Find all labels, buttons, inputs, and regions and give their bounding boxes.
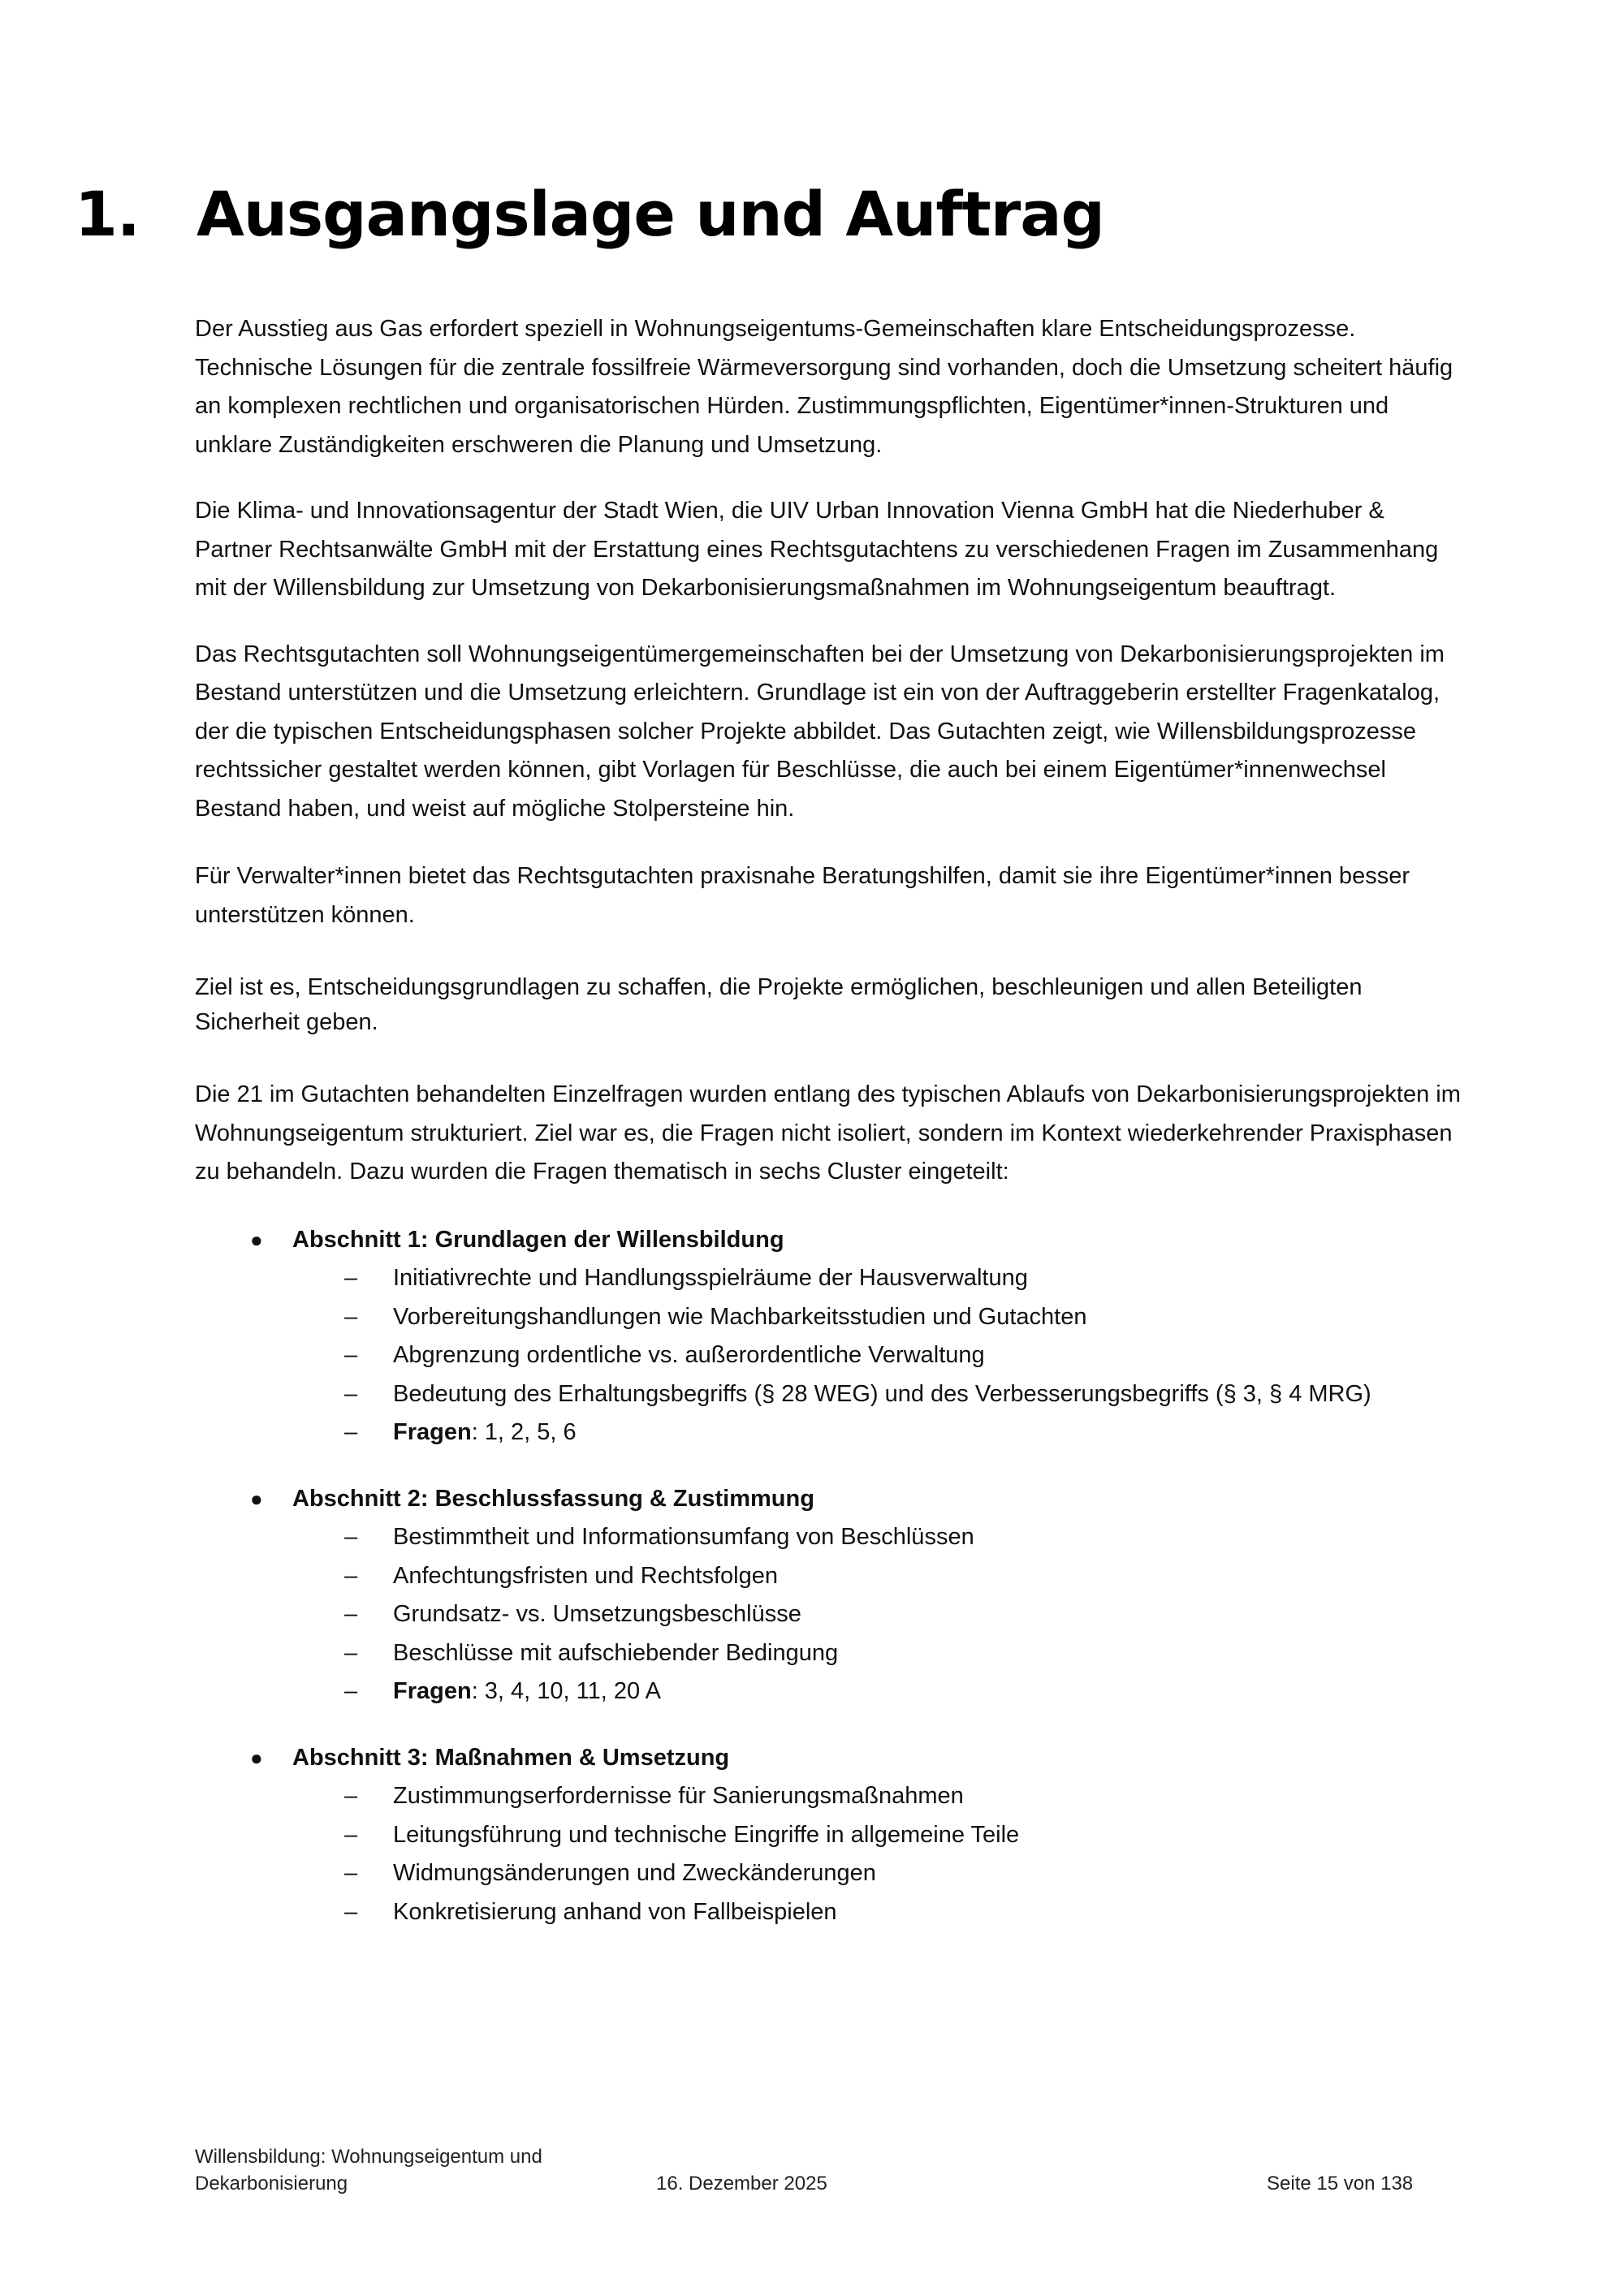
- fragen-label: Fragen: [393, 1678, 472, 1704]
- list-item: [195, 1518, 1462, 1557]
- fragen-value: : 1, 2, 5, 6: [471, 1419, 577, 1445]
- section-title: [193, 1480, 1462, 1519]
- list-item-text: Vorbereitungshandlungen wie Machbarkeitsstudien und Gutachten: [393, 1303, 1087, 1330]
- list-item-fragen: [195, 1413, 1462, 1452]
- paragraph-structure: Die 21 im Gutachten behandelten Einzelfragen wurden entlang des typischen Ablaufs von Dekarbonisierungsprojekten im Wohnungseigentum strukturiert. Ziel war es, die Fragen nicht isoliert, sondern im Kontext wiederkehrender Praxisphasen zu behandeln. Dazu wurden die Fragen thematisch in sechs Cluster eingeteilt:: [195, 1081, 1461, 1185]
- list-item-text: Zustimmungserfordernisse für Sanierungsmaßnahmen: [393, 1783, 964, 1809]
- list-item: [195, 1375, 1462, 1414]
- dash-icon: –: [344, 1303, 358, 1330]
- list-item: [195, 1634, 1462, 1673]
- list-item-text: Anfechtungsfristen und Rechtsfolgen: [393, 1562, 778, 1589]
- list-item: [195, 1595, 1462, 1634]
- list-item-text: Abgrenzung ordentliche vs. außerordentliche Verwaltung: [393, 1342, 985, 1368]
- list-item-text: Konkretisierung anhand von Fallbeispielen: [393, 1898, 837, 1925]
- section-list: [195, 1777, 1462, 1931]
- dash-icon: –: [344, 1524, 358, 1550]
- list-item: [195, 1336, 1462, 1375]
- section-title-text: Abschnitt 1: Grundlagen der Willensbildung: [292, 1226, 784, 1253]
- bullet-icon: ●: [250, 1227, 263, 1252]
- dash-icon: –: [344, 1342, 358, 1368]
- footer-title-line1: Willensbildung: Wohnungseigentum und: [195, 2146, 542, 2168]
- list-item-text: Grundsatz- vs. Umsetzungsbeschlüsse: [393, 1601, 801, 1627]
- dash-icon: –: [344, 1265, 358, 1291]
- paragraph-purpose: Das Rechtsgutachten soll Wohnungseigentümergemeinschaften bei der Umsetzung von Dekarbonisierungsprojekten im Bestand unterstützen und die Umsetzung erleichtern. Grundlage ist ein von der Auftraggeberin erstellter Fragenkatalog, der die typischen Entscheidungsphasen solcher Projekte abbildet. Das Gutachten zeigt, wie Willensbildungsprozesse rechtssicher gestaltet werden können, gibt Vorlagen für Beschlüsse, die auch bei einem Eigentümer*innenwechsel Bestand haben, und weist auf mögliche Stolpersteine hin.: [195, 641, 1445, 822]
- list-item-text: Beschlüsse mit aufschiebender Bedingung: [393, 1639, 839, 1666]
- bullet-icon: ●: [250, 1486, 263, 1511]
- dash-icon: –: [344, 1783, 358, 1809]
- heading-title: Ausgangslage und Auftrag: [197, 178, 1104, 250]
- paragraph-administrators: Für Verwalter*innen bietet das Rechtsgutachten praxisnahe Beratungshilfen, damit sie ihre Eigentümer*innen besser unterstützen können.: [195, 863, 1410, 928]
- paragraph-gas-exit: Der Ausstieg aus Gas erfordert speziell in Wohnungseigentums-Gemeinschaften klare Entscheidungsprozesse. Technische Lösungen für die zentrale fossilfreie Wärmeversorgung sind vorhanden, doch die Umsetzung scheitert häufig an komplexen rechtlichen und organisatorischen Hürden. Zustimmungspflichten, Eigentümer*innen-Strukturen und unklare Zuständigkeiten erschweren die Planung und Umsetzung.: [195, 316, 1453, 458]
- list-item: [195, 1854, 1462, 1893]
- list-item: [195, 1259, 1462, 1298]
- dash-icon: –: [344, 1898, 358, 1925]
- section-1: [195, 1221, 1462, 1452]
- bullet-icon: ●: [250, 1745, 263, 1770]
- list-item: [195, 1298, 1462, 1337]
- dash-icon: –: [344, 1562, 358, 1589]
- dash-icon: –: [344, 1601, 358, 1627]
- dash-icon: –: [344, 1639, 358, 1666]
- dash-icon: –: [344, 1678, 358, 1704]
- list-item-text: Bestimmtheit und Informationsumfang von Beschlüssen: [393, 1524, 974, 1550]
- page-heading: [75, 180, 1104, 248]
- fragen-value: : 3, 4, 10, 11, 20 A: [471, 1678, 661, 1704]
- paragraph-commission: Die Klima- und Innovationsagentur der Stadt Wien, die UIV Urban Innovation Vienna GmbH hat die Niederhuber & Partner Rechtsanwälte GmbH mit der Erstattung eines Rechtsgutachtens zu verschiedenen Fragen im Zusammenhang mit der Willensbildung zur Umsetzung von Dekarbonisierungsmaßnahmen im Wohnungseigentum beauftragt.: [195, 498, 1439, 601]
- dash-icon: –: [344, 1419, 358, 1445]
- fragen-label: Fragen: [393, 1419, 472, 1445]
- list-item-text: Initiativrechte und Handlungsspielräume der Hausverwaltung: [393, 1265, 1028, 1291]
- section-title-text: Abschnitt 2: Beschlussfassung & Zustimmung: [292, 1485, 814, 1512]
- dash-icon: –: [344, 1380, 358, 1407]
- list-item-fragen: [195, 1672, 1462, 1711]
- main-content: [195, 310, 1462, 1959]
- section-list: [195, 1518, 1462, 1711]
- section-3: [195, 1739, 1462, 1932]
- list-item: [195, 1777, 1462, 1816]
- section-title: [193, 1739, 1462, 1778]
- list-item-text: Widmungsänderungen und Zweckänderungen: [393, 1860, 876, 1886]
- dash-icon: –: [344, 1821, 358, 1848]
- list-item-text: Bedeutung des Erhaltungsbegriffs (§ 28 WEG) und des Verbesserungsbegriffs (§ 3, § 4 MRG): [393, 1380, 1371, 1407]
- section-list: [195, 1259, 1462, 1452]
- paragraph-goal: Ziel ist es, Entscheidungsgrundlagen zu schaffen, die Projekte ermöglichen, beschleunigen und allen Beteiligten Sicherheit geben.: [195, 974, 1363, 1035]
- list-item: [195, 1893, 1462, 1932]
- list-item: [195, 1557, 1462, 1596]
- list-item: [195, 1816, 1462, 1855]
- footer-title-line2: Dekarbonisierung: [195, 2173, 348, 2195]
- footer-document-title: [195, 2143, 601, 2197]
- list-item-text: Leitungsführung und technische Eingriffe in allgemeine Teile: [393, 1821, 1020, 1848]
- footer-date: 16. Dezember 2025: [656, 2173, 827, 2195]
- section-title-text: Abschnitt 3: Maßnahmen & Umsetzung: [292, 1744, 730, 1771]
- dash-icon: –: [344, 1860, 358, 1886]
- section-2: [195, 1480, 1462, 1711]
- heading-number: 1.: [75, 178, 140, 250]
- footer-page-number: Seite 15 von 138: [1267, 2173, 1414, 2195]
- section-title: [193, 1221, 1462, 1260]
